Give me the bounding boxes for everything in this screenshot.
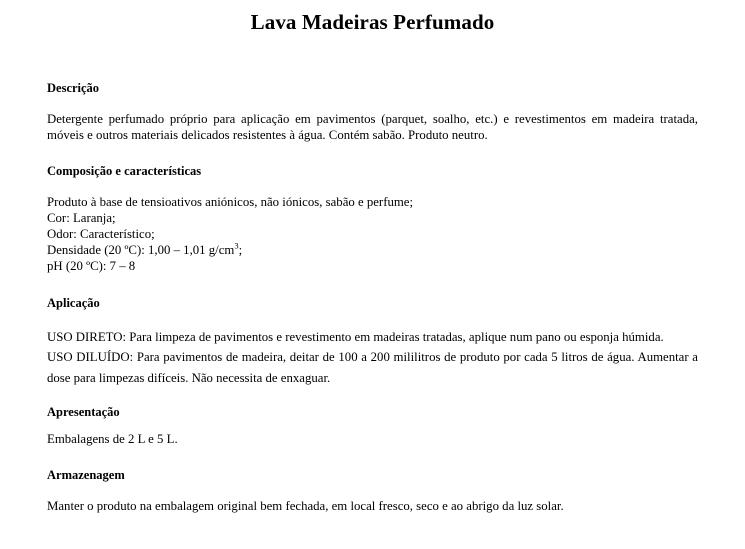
spacer [47, 275, 698, 296]
section-heading-armazenagem: Armazenagem [47, 468, 125, 483]
spacer [47, 143, 698, 164]
section-text-apresentacao: Embalagens de 2 L e 5 L. [47, 431, 178, 446]
spec-line-ph: pH (20 ºC): 7 – 8 [47, 258, 136, 273]
spacer [47, 311, 698, 327]
spacer [47, 179, 698, 195]
section-text-armazenagem: Manter o produto na embalagem original bem fechada, em local fresco, seco e ao abrigo da luz solar. [47, 499, 564, 514]
spacer [47, 420, 698, 432]
section-text-aplicacao-diluido: USO DILUÍDO: Para pavimentos de madeira, deitar de 100 a 200 mililitros de produto por cada 5 litros de água. Aumentar a dose para limpezas difíceis. Não necessita de enxaguar. [47, 350, 698, 385]
spacer [47, 483, 698, 499]
section-text-aplicacao-direto: USO DIRETO: Para limpeza de pavimentos e revestimento em madeiras tratadas, aplique num pano ou esponja húmida. [47, 329, 664, 344]
section-heading-composicao: Composição e características [47, 164, 202, 179]
page-title: Lava Madeiras Perfumado [250, 10, 495, 34]
section-heading-descricao: Descrição [47, 81, 100, 95]
spec-line-cor: Cor: Laranja; [47, 211, 116, 226]
spacer [47, 35, 698, 81]
section-text-descricao: Detergente perfumado próprio para aplicação em pavimentos (parquet, soalho, etc.) e revestimentos em madeira tratada, móveis e outros materiais delicados resistentes à água. Contém sabão. Produto neutro. [47, 112, 698, 142]
spec-line-densidade [47, 240, 698, 259]
spec-line-base: Produto à base de tensioativos aniónicos, não iónicos, sabão e perfume; [47, 195, 414, 210]
spec-densidade-tail: ; [238, 242, 243, 257]
section-heading-aplicacao: Aplicação [47, 295, 100, 310]
spacer [47, 96, 698, 112]
section-heading-apresentacao: Apresentação [47, 404, 120, 419]
spec-line-odor: Odor: Característico; [47, 226, 155, 241]
spec-densidade-text: Densidade (20 ºC): 1,00 – 1,01 g/cm [47, 242, 235, 257]
spec-densidade-exponent: 3 [234, 240, 239, 251]
spacer [47, 389, 698, 405]
spacer [47, 447, 698, 468]
